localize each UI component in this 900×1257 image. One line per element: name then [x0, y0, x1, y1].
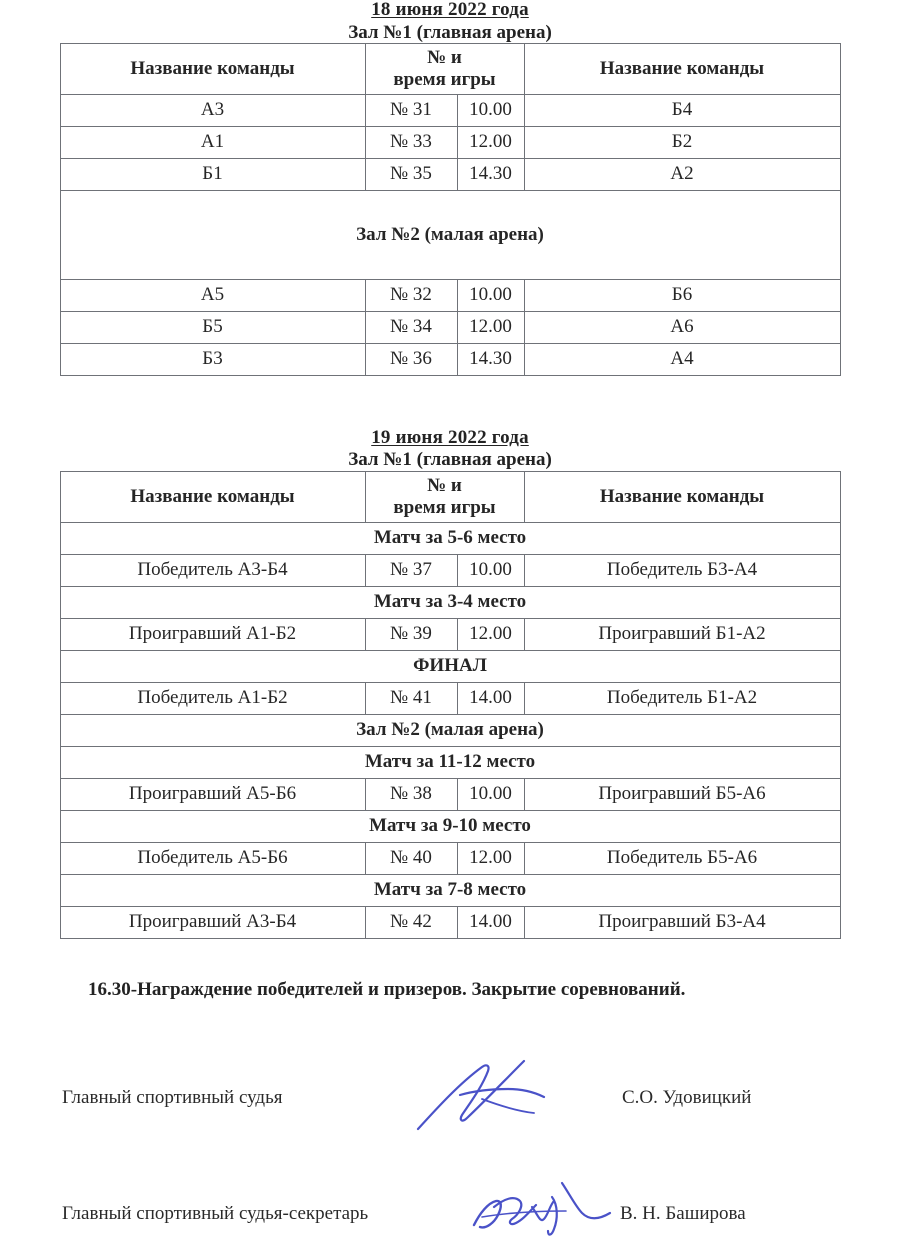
match-number: № 33	[365, 126, 457, 158]
arena-separator-row	[60, 714, 840, 746]
header-team-right: Название команды	[524, 43, 840, 94]
match-number: № 31	[365, 94, 457, 126]
stage-title: Матч за 5-6 место	[60, 522, 840, 554]
section-gap	[0, 376, 900, 428]
day2-date-heading	[0, 428, 900, 449]
day2-main-arena-heading: Зал №1 (главная арена)	[348, 449, 552, 471]
signature-name: В. Н. Баширова	[620, 1202, 746, 1224]
header-team-left: Название команды	[60, 43, 365, 94]
match-time: 12.00	[457, 618, 524, 650]
stage-row	[60, 522, 840, 554]
match-team-left: Проигравший А1-Б2	[60, 618, 365, 650]
match-time: 10.00	[457, 279, 524, 311]
match-team-left: А1	[60, 126, 365, 158]
header-number-line2: время игры	[393, 68, 496, 90]
match-time: 12.00	[457, 126, 524, 158]
signature-ink-bashirova	[466, 1173, 626, 1257]
table-row	[60, 554, 840, 586]
match-number: № 34	[365, 311, 457, 343]
match-number: № 37	[365, 554, 457, 586]
match-team-right: Проигравший Б5-А6	[524, 778, 840, 810]
stage-title: Матч за 9-10 место	[60, 810, 840, 842]
header-number-line1: № и	[427, 474, 462, 496]
stage-title: Матч за 7-8 место	[60, 874, 840, 906]
match-time: 10.00	[457, 778, 524, 810]
match-team-left: А5	[60, 279, 365, 311]
match-team-left: Победитель А3-Б4	[60, 554, 365, 586]
match-team-right: Б2	[524, 126, 840, 158]
day1-small-arena-heading: Зал №2 (малая арена)	[60, 190, 840, 279]
signature-role: Главный спортивный судья	[62, 1086, 283, 1108]
day1-schedule-table	[60, 43, 841, 376]
match-team-left: Победитель А5-Б6	[60, 842, 365, 874]
day2-date-text: 19 июня 2022 года	[371, 426, 529, 448]
match-team-right: Победитель Б3-А4	[524, 554, 840, 586]
match-time: 12.00	[457, 311, 524, 343]
signature-row	[62, 1177, 900, 1251]
match-time: 14.30	[457, 343, 524, 375]
match-team-right: А2	[524, 158, 840, 190]
day2-section	[0, 428, 900, 939]
match-number: № 32	[365, 279, 457, 311]
stage-row	[60, 650, 840, 682]
table-row	[60, 94, 840, 126]
table-row	[60, 311, 840, 343]
match-number: № 36	[365, 343, 457, 375]
match-team-left: Б5	[60, 311, 365, 343]
match-time: 10.00	[457, 94, 524, 126]
table-row	[60, 842, 840, 874]
header-team-right: Название команды	[524, 471, 840, 522]
day2-schedule-table	[60, 471, 841, 939]
day1-date-heading	[0, 0, 900, 21]
match-team-right: Победитель Б5-А6	[524, 842, 840, 874]
table-row	[60, 778, 840, 810]
match-team-right: Проигравший Б1-А2	[524, 618, 840, 650]
stage-row	[60, 810, 840, 842]
match-team-right: Проигравший Б3-А4	[524, 906, 840, 938]
match-team-left: Проигравший А5-Б6	[60, 778, 365, 810]
award-ceremony-note: 16.30-Награждение победителей и призеров. Закрытие соревнований.	[88, 978, 686, 1000]
table-header-row	[60, 471, 840, 522]
header-number-time	[365, 471, 524, 522]
table-row	[60, 279, 840, 311]
match-time: 10.00	[457, 554, 524, 586]
match-time: 14.30	[457, 158, 524, 190]
header-team-left: Название команды	[60, 471, 365, 522]
match-number: № 38	[365, 778, 457, 810]
stage-row	[60, 746, 840, 778]
match-number: № 40	[365, 842, 457, 874]
signatures-block	[0, 1061, 900, 1251]
match-team-right: Б4	[524, 94, 840, 126]
table-row	[60, 158, 840, 190]
signature-role: Главный спортивный судья-секретарь	[62, 1202, 369, 1224]
match-team-left: Проигравший А3-Б4	[60, 906, 365, 938]
day2-small-arena-heading: Зал №2 (малая арена)	[60, 714, 840, 746]
arena-separator-row	[60, 190, 840, 279]
day1-date-text: 18 июня 2022 года	[371, 0, 529, 20]
day1-section	[0, 0, 900, 376]
table-row	[60, 906, 840, 938]
match-time: 12.00	[457, 842, 524, 874]
match-team-right: А4	[524, 343, 840, 375]
table-row	[60, 343, 840, 375]
signature-name: С.О. Удовицкий	[622, 1086, 752, 1108]
match-team-left: А3	[60, 94, 365, 126]
match-team-left: Б3	[60, 343, 365, 375]
match-number: № 42	[365, 906, 457, 938]
signature-ink-udovitsky	[412, 1055, 602, 1141]
header-number-line1: № и	[427, 46, 462, 68]
match-time: 14.00	[457, 906, 524, 938]
match-number: № 41	[365, 682, 457, 714]
stage-title: Матч за 11-12 место	[60, 746, 840, 778]
table-row	[60, 126, 840, 158]
match-team-right: Б6	[524, 279, 840, 311]
match-team-left: Победитель А1-Б2	[60, 682, 365, 714]
match-number: № 39	[365, 618, 457, 650]
stage-row	[60, 586, 840, 618]
table-row	[60, 618, 840, 650]
signature-row	[62, 1061, 900, 1135]
table-header-row	[60, 43, 840, 94]
stage-title-final: ФИНАЛ	[60, 650, 840, 682]
stage-title: Матч за 3-4 место	[60, 586, 840, 618]
match-time: 14.00	[457, 682, 524, 714]
day1-main-arena-heading: Зал №1 (главная арена)	[348, 21, 552, 43]
stage-row	[60, 874, 840, 906]
match-team-right: А6	[524, 311, 840, 343]
match-team-right: Победитель Б1-А2	[524, 682, 840, 714]
match-team-left: Б1	[60, 158, 365, 190]
table-row	[60, 682, 840, 714]
header-number-time	[365, 43, 524, 94]
header-number-line2: время игры	[393, 496, 496, 518]
match-number: № 35	[365, 158, 457, 190]
